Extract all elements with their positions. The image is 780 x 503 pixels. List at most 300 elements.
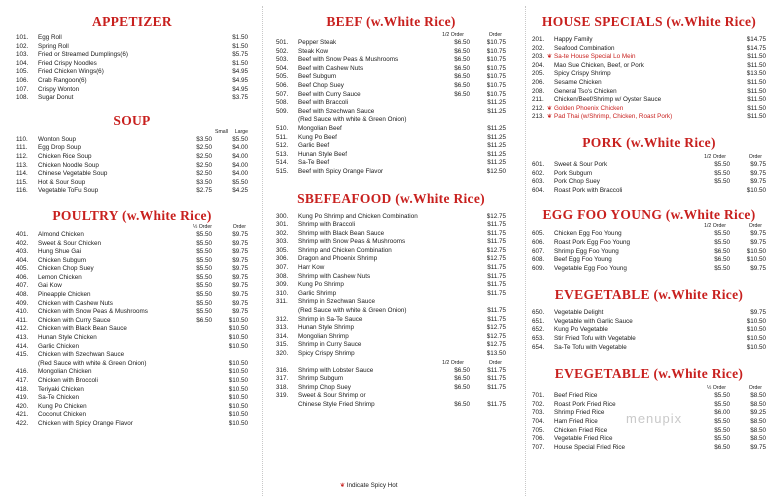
item-price-half: $3.50	[196, 135, 212, 143]
item-number: 602.	[532, 169, 545, 177]
item-name: Dragon and Phoenix Shrimp	[298, 255, 378, 263]
menu-item-row	[532, 344, 766, 353]
item-price-full: $12.75	[486, 332, 506, 340]
item-price-full: $9.75	[750, 169, 766, 177]
item-number: 103.	[16, 51, 29, 59]
item-name: Sweet & Sour Chicken	[38, 239, 101, 247]
item-price-full: $11.25	[487, 133, 506, 141]
menu-item-row	[532, 401, 766, 410]
menu-item-row	[532, 79, 766, 88]
menu-item-row	[16, 60, 248, 69]
menu-item-row	[16, 257, 248, 266]
item-number: 204.	[532, 61, 545, 69]
item-name: Golden Phoenix Chicken	[554, 104, 624, 112]
item-name: Hunan Style Beef	[298, 150, 348, 158]
item-number: 201.	[532, 36, 545, 43]
item-price-half: $6.50	[454, 375, 470, 383]
item-number: 113.	[16, 161, 28, 169]
item-number: 504.	[276, 64, 289, 72]
item-number: 703.	[532, 409, 545, 417]
item-name: Shrimp in Sa-Te Sauce	[298, 315, 363, 323]
item-number: 415.	[16, 351, 29, 359]
item-price-half: $5.50	[196, 308, 212, 316]
menu-item-row	[276, 159, 506, 168]
house-specials-title: HOUSE SPECIALS (w.White Rice)	[541, 14, 757, 29]
menu-item-row	[532, 265, 766, 274]
menu-item-row	[16, 360, 248, 369]
item-price-full: $11.75	[487, 289, 506, 297]
menu-item-row	[16, 153, 248, 162]
item-price-full: $9.75	[750, 238, 766, 246]
pork-col2-label: Order	[748, 153, 762, 160]
item-price-full: $8.50	[750, 426, 766, 434]
item-price-full: $8.50	[750, 400, 766, 408]
beef-column-header	[276, 32, 506, 39]
item-number: 406.	[16, 273, 29, 281]
item-number: 105.	[16, 68, 29, 76]
menu-item-row	[16, 77, 248, 86]
chili-icon: ❦	[340, 483, 346, 489]
item-name: Vegetable with Garlic Sauce	[554, 317, 633, 325]
item-price-full: $9.75	[232, 273, 248, 281]
item-price-full: $10.50	[746, 317, 766, 325]
item-price: $11.50	[747, 53, 766, 61]
item-name: Kung Po Vegetable	[554, 326, 608, 334]
item-name: Fried or Streamed Dumplings(6)	[38, 51, 128, 59]
menu-item-row	[532, 309, 766, 318]
item-price-full: $10.75	[486, 39, 506, 46]
menu-item-row	[16, 343, 248, 352]
menu-item-row	[16, 377, 248, 386]
item-name: Sa-Te Chicken	[38, 394, 79, 402]
menu-item-row	[276, 333, 506, 342]
menu-item-row	[276, 168, 506, 177]
item-name: Beef Egg Foo Young	[554, 256, 612, 264]
menu-item-row	[532, 427, 766, 436]
item-name: Beef with Szechwan Sauce	[298, 107, 375, 115]
menu-item-row	[532, 170, 766, 179]
pork-column-header	[532, 154, 766, 161]
item-price-half: $5.50	[196, 273, 212, 281]
item-number: 203.	[532, 53, 545, 61]
menu-item-row	[276, 273, 506, 282]
item-name: Sweet & Sour Pork	[554, 160, 608, 168]
menu-item-row	[532, 45, 766, 54]
menu-item-row	[16, 351, 248, 360]
item-name: Crab Rangoon(6)	[38, 76, 87, 84]
item-name: Chicken/Beef/Shrimp w/ Oyster Sauce	[554, 96, 662, 104]
seafood-col1-label: 1/2 Order	[442, 359, 464, 366]
item-number: 308.	[276, 272, 289, 280]
item-number: 401.	[16, 230, 29, 238]
item-price-half: $6.50	[454, 47, 470, 55]
item-number: 418.	[16, 385, 29, 393]
item-name: Kung Po Shrimp and Chicken Combination	[298, 212, 418, 220]
vegetable-list	[532, 309, 766, 352]
soup-col1-label: Small	[215, 128, 228, 135]
item-price: $11.50	[747, 96, 766, 104]
fried-rice-title: EVEGETABLE (w.White Rice)	[554, 366, 744, 382]
friedrice-col2-label: Order	[748, 385, 762, 392]
item-price: $13.50	[746, 70, 766, 78]
item-number: 603.	[532, 178, 545, 186]
menu-item-row	[16, 179, 248, 188]
poultry-col2-label: Order	[232, 223, 246, 230]
soup-col2-label: Large	[234, 128, 248, 135]
menu-item-row	[16, 240, 248, 249]
item-price-full: $9.75	[232, 291, 248, 299]
item-price-full: $10.50	[746, 256, 766, 264]
item-name: Pepper Steak	[298, 39, 337, 46]
item-number: 310.	[276, 289, 289, 297]
item-number: 608.	[532, 256, 545, 264]
item-name: Shrimp in Szechwan Sauce	[298, 298, 376, 306]
item-name: Egg Drop Soup	[38, 144, 82, 152]
menu-item-row	[16, 325, 248, 334]
eggfoo-column-header	[532, 223, 766, 230]
item-price: $14.75	[746, 44, 766, 52]
item-price-full: $10.50	[228, 342, 248, 350]
menu-item-row	[16, 291, 248, 300]
right-column	[532, 0, 766, 503]
item-number: 111.	[16, 144, 28, 152]
item-number: 300.	[276, 212, 289, 220]
item-price-full: $9.75	[750, 309, 766, 317]
item-number: 412.	[16, 325, 29, 333]
item-number: 652.	[532, 326, 545, 334]
menu-item-row	[276, 65, 506, 74]
item-number: 407.	[16, 282, 29, 290]
menu-item-row	[16, 300, 248, 309]
item-number: 514.	[276, 159, 289, 167]
item-price-half: $5.50	[196, 299, 212, 307]
item-name: Chicken with Black Bean Sauce	[38, 325, 127, 333]
item-name: Shrimp and Chicken Combination	[298, 246, 392, 254]
item-price-half: $6.50	[454, 73, 470, 81]
item-name: Happy Family	[554, 36, 593, 43]
item-price: $1.50	[232, 59, 248, 67]
item-number: 501.	[276, 39, 289, 46]
item-name: Beef with Snow Peas & Mushrooms	[298, 56, 399, 64]
item-name: Teriyaki Chicken	[38, 385, 84, 393]
item-price-full: $9.75	[232, 239, 248, 247]
menu-item-row	[276, 48, 506, 57]
item-name: Egg Roll	[38, 34, 62, 41]
item-name: Gai Kow	[38, 282, 62, 290]
item-name: Shrimp with Cashew Nuts	[298, 272, 371, 280]
item-name: Lemon Chicken	[38, 273, 82, 281]
eggfoo-col2-label: Order	[748, 223, 762, 230]
item-number: 416.	[16, 368, 29, 376]
menu-item-row	[532, 230, 766, 239]
item-name: Sa-te House Special Lo Mein	[554, 53, 636, 61]
item-price-half: $5.50	[714, 169, 730, 177]
item-price-half: $5.50	[714, 392, 730, 400]
item-price-half: $6.50	[454, 366, 470, 374]
item-number: 115.	[16, 178, 28, 186]
item-name: Chinese Vegetable Soup	[38, 170, 108, 178]
menu-item-row	[276, 247, 506, 256]
item-price-half: $2.75	[196, 187, 212, 195]
item-name: Roast Pork Egg Foo Young	[554, 238, 630, 246]
item-number: 102.	[16, 42, 29, 50]
item-name: Mao Sue Chicken, Beef, or Pork	[554, 61, 644, 69]
menu-item-row	[16, 394, 248, 403]
item-price-full: $12.75	[486, 212, 506, 220]
menu-item-row	[16, 34, 248, 43]
item-number: 403.	[16, 248, 29, 256]
item-price-half: $5.50	[196, 230, 212, 238]
item-price-full: $4.00	[232, 144, 248, 152]
item-number: 316.	[276, 366, 289, 374]
menu-item-row	[276, 73, 506, 82]
menu-item-row	[532, 187, 766, 196]
menu-item-row	[16, 170, 248, 179]
menu-item-row	[16, 411, 248, 420]
item-name: Shrimp with Snow Peas & Mushrooms	[298, 238, 406, 246]
item-price-full: $9.75	[750, 230, 766, 238]
seafood-col2-label: Order	[488, 359, 502, 366]
item-price-half: $2.50	[196, 144, 212, 152]
item-price-full: $12.75	[486, 246, 506, 254]
item-price-full: $9.75	[750, 160, 766, 168]
item-number: 604.	[532, 186, 545, 194]
item-name: Mongolian Beef	[298, 124, 342, 132]
menu-item-row	[16, 308, 248, 317]
menu-item-row	[16, 334, 248, 343]
item-price-full: $10.50	[228, 377, 248, 384]
item-name: Chicken Subgum	[38, 256, 86, 264]
item-price-full: $11.25	[487, 107, 506, 115]
menu-item-row	[532, 161, 766, 170]
item-number: 107.	[16, 85, 29, 93]
menu-item-row	[16, 317, 248, 326]
item-number: 112.	[16, 152, 28, 160]
item-number: 502.	[276, 47, 289, 55]
menu-item-row	[16, 368, 248, 377]
item-number: 303.	[276, 238, 289, 246]
menu-item-row	[16, 403, 248, 412]
item-name: Garlic Beef	[298, 142, 330, 150]
item-number: 503.	[276, 56, 289, 64]
item-number: 650.	[532, 309, 545, 317]
menu-item-row	[16, 386, 248, 395]
item-number: 114.	[16, 170, 28, 178]
item-price-half: $5.50	[196, 239, 212, 247]
item-name: General Tso's Chicken	[554, 87, 617, 95]
item-price-half: $6.00	[714, 409, 730, 417]
item-price-full: $11.25	[487, 159, 506, 167]
item-name: Shrimp Chop Suey	[298, 383, 351, 391]
item-name: (Red Sauce with white & Green Onion)	[298, 116, 407, 124]
item-price-full: $4.00	[232, 152, 248, 160]
pork-list	[532, 161, 766, 195]
item-number: 208.	[532, 87, 545, 95]
item-price-full: $10.75	[486, 90, 506, 98]
item-number: 421.	[16, 411, 29, 419]
item-number: 508.	[276, 99, 289, 107]
item-number: 319.	[276, 392, 289, 400]
beef-title: BEEF (w.White Rice)	[326, 14, 456, 29]
menu-item-row	[532, 36, 766, 45]
menu-item-row	[16, 86, 248, 95]
item-price-half: $5.50	[714, 400, 730, 408]
item-price-full: $12.75	[486, 324, 506, 332]
item-price-half: $5.50	[196, 248, 212, 256]
item-name: Beef Subgum	[298, 73, 337, 81]
item-price-half: $2.50	[196, 161, 212, 169]
item-price-half: $5.50	[714, 178, 730, 186]
item-name: Garlic Shrimp	[298, 289, 337, 297]
item-name: Chicken with Spicy Orange Flavor	[38, 419, 133, 427]
menu-item-row	[16, 43, 248, 52]
item-name: Mongolian Chicken	[38, 368, 92, 376]
menu-item-row	[16, 162, 248, 171]
item-name: Spring Roll	[38, 42, 69, 50]
item-number: 705.	[532, 426, 545, 434]
menu-item-row	[532, 62, 766, 71]
menu-item-row	[532, 113, 766, 122]
menu-item-row	[276, 341, 506, 350]
item-name: (Red Sauce with white & Green Onion)	[38, 359, 147, 367]
item-name: Chicken with Curry Sauce	[38, 316, 111, 324]
item-price-full: $10.50	[228, 394, 248, 402]
seafood-list	[276, 213, 506, 359]
menu-item-row	[532, 96, 766, 105]
item-number: 609.	[532, 264, 545, 272]
item-price-half: $3.50	[196, 178, 212, 186]
item-price-half: $5.50	[714, 418, 730, 426]
item-name: Harr Kow	[298, 264, 325, 272]
menu-item-row	[16, 231, 248, 240]
item-name: Beef Chop Suey	[298, 81, 344, 89]
menu-item-row	[276, 91, 506, 100]
item-price-full: $4.25	[232, 187, 248, 195]
item-price: $5.75	[232, 51, 248, 59]
item-name: Hot & Sour Soup	[38, 178, 86, 186]
column-divider-right	[525, 6, 526, 496]
item-price-full: $8.50	[750, 435, 766, 443]
item-price-half: $2.50	[196, 170, 212, 178]
item-price-half: $6.50	[196, 316, 212, 324]
item-number: 701.	[532, 392, 545, 400]
item-number: 510.	[276, 124, 289, 132]
item-price: $4.95	[232, 85, 248, 93]
item-price-full: $9.75	[750, 264, 766, 272]
menu-item-row	[532, 444, 766, 453]
item-name: Chicken Noodle Soup	[38, 161, 99, 169]
item-name: Shrimp with Lobster Sauce	[298, 366, 374, 374]
menu-item-row	[532, 239, 766, 248]
item-number: 513.	[276, 150, 289, 158]
item-name: Shrimp Fried Rice	[554, 409, 605, 417]
menu-item-row	[276, 281, 506, 290]
pork-title: PORK (w.White Rice)	[582, 134, 716, 150]
item-price-full: $11.25	[487, 99, 506, 107]
soup-title: SOUP	[113, 112, 151, 128]
item-price-full: $12.50	[486, 167, 506, 175]
spicy-footnote-text: Indicate Spicy Hot	[346, 482, 398, 489]
item-name: Fried Chicken Wings(6)	[38, 68, 104, 76]
menu-item-row	[276, 324, 506, 333]
item-number: 108.	[16, 94, 29, 102]
menu-item-row	[276, 213, 506, 222]
item-number: 707.	[532, 443, 545, 451]
item-price: $14.75	[746, 36, 766, 43]
menu-item-row	[276, 350, 506, 359]
poultry-column-header	[16, 224, 248, 231]
item-name: Spicy Crispy Shrimp	[554, 70, 611, 78]
pork-col1-label: 1/2 Order	[704, 153, 726, 160]
egg-foo-young-title: EGG FOO YOUNG (w.White Rice)	[542, 207, 756, 223]
item-number: 505.	[276, 73, 289, 81]
item-price-full: $4.00	[232, 161, 248, 169]
item-number: 305.	[276, 246, 289, 254]
beef-col2-label: Order	[488, 32, 502, 38]
item-price-half: $2.50	[196, 152, 212, 160]
item-number: 205.	[532, 70, 545, 78]
poultry-title: POULTRY (w.White Rice)	[52, 207, 212, 223]
item-price-full: $10.50	[228, 316, 248, 324]
item-number: 405.	[16, 265, 29, 273]
item-name: Chicken with Szechwan Sauce	[38, 351, 125, 359]
menu-item-row	[276, 375, 506, 384]
item-number: 605.	[532, 230, 545, 238]
item-name: Sa-Te Tofu with Vegetable	[554, 343, 627, 351]
item-number: 509.	[276, 107, 289, 115]
item-price: $1.50	[232, 42, 248, 50]
menu-item-row	[276, 392, 506, 401]
menu-item-row	[16, 136, 248, 145]
item-price-full: $10.75	[486, 47, 506, 55]
item-number: 607.	[532, 247, 545, 255]
menu-item-row	[532, 70, 766, 79]
item-price: $11.50	[747, 104, 766, 112]
menu-item-row	[276, 401, 506, 410]
item-name: Hunan Style Shrimp	[298, 324, 354, 332]
menu-item-row	[276, 307, 506, 316]
item-number: 506.	[276, 81, 289, 89]
item-name: Seafood Combination	[554, 44, 615, 52]
item-number: 104.	[16, 59, 29, 67]
item-name: House Special Fried Rice	[554, 443, 626, 451]
item-price-half: $6.50	[454, 64, 470, 72]
menu-item-row	[276, 134, 506, 143]
item-name: Garlic Chicken	[38, 342, 79, 350]
watermark: menupix	[626, 411, 683, 426]
item-number: 420.	[16, 402, 29, 410]
item-name: Chicken Egg Foo Young	[554, 230, 622, 238]
item-number: 212.	[532, 104, 545, 112]
item-price-full: $10.75	[486, 81, 506, 89]
item-price-full: $10.50	[746, 326, 766, 334]
item-price-full: $10.50	[746, 247, 766, 255]
appetizer-title: APPETIZER	[92, 14, 172, 29]
item-number: 315.	[276, 341, 289, 349]
item-name: Beef Fried Rice	[554, 392, 598, 400]
item-price-half: $6.50	[454, 90, 470, 98]
item-price-half: $6.50	[714, 443, 730, 451]
menu-item-row	[276, 255, 506, 264]
item-price-half: $5.50	[714, 426, 730, 434]
menu-item-row	[532, 335, 766, 344]
poultry-list	[16, 231, 248, 429]
menu-item-row	[276, 238, 506, 247]
item-name: Pad Thai (w/Shrimp, Chicken, Roast Pork)	[554, 113, 673, 121]
item-number: 302.	[276, 229, 289, 237]
menu-item-row	[532, 88, 766, 97]
item-name: Shrimp Subgum	[298, 375, 344, 383]
